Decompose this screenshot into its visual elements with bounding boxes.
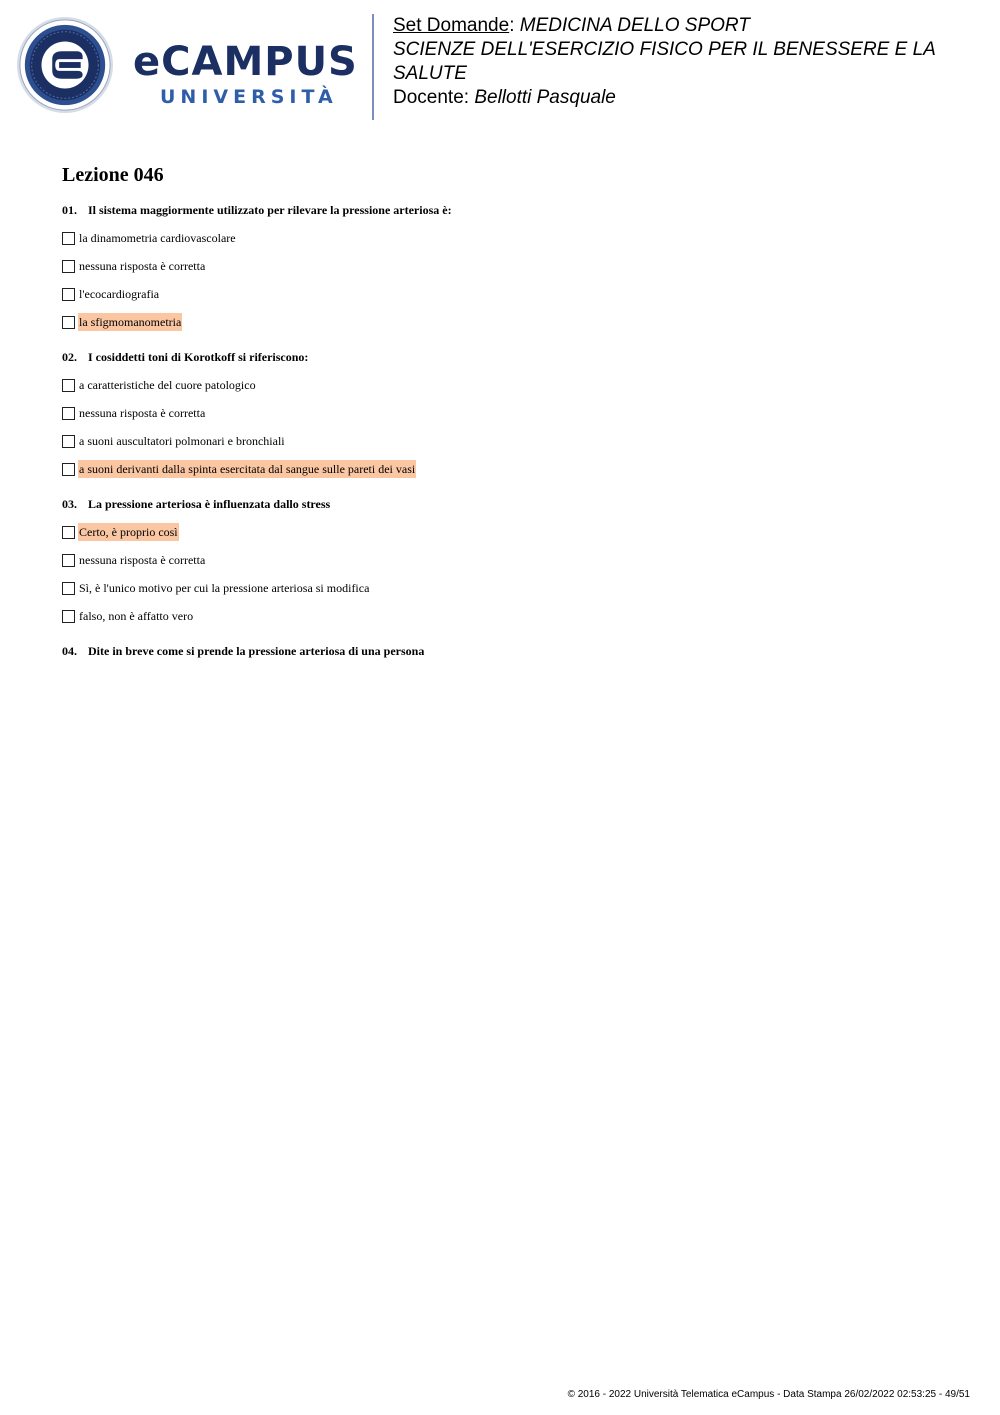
answer-checkbox[interactable] (62, 288, 75, 301)
question-text (62, 349, 962, 365)
question-02 (62, 349, 962, 478)
header-divider (372, 14, 374, 120)
question-03 (62, 496, 962, 625)
course-name: MEDICINA DELLO SPORT (519, 15, 750, 36)
answer-option[interactable] (62, 229, 962, 247)
answer-label: falso, non è affatto vero (79, 609, 194, 623)
question-prompt: Dite in breve come si prende la pressione arteriosa di una persona (88, 644, 425, 658)
answer-checkbox[interactable] (62, 582, 75, 595)
answer-label: nessuna risposta è corretta (79, 553, 206, 567)
answer-label: la dinamometria cardiovascolare (79, 231, 236, 245)
set-label: Set Domande (393, 15, 510, 36)
ecampus-wordmark (133, 38, 358, 113)
answer-label: a suoni auscultatori polmonari e bronchiali (79, 434, 285, 448)
header-info (393, 14, 973, 110)
answer-label: a caratteristiche del cuore patologico (79, 378, 256, 392)
answer-checkbox[interactable] (62, 435, 75, 448)
page-header (0, 0, 1000, 130)
brand-top-text: eCAMPUS (133, 39, 358, 85)
answer-checkbox[interactable] (62, 526, 75, 539)
answer-option[interactable] (62, 579, 962, 597)
degree-name: SCIENZE DELL'ESERCIZIO FISICO PER IL BENESSERE E LA SALUTE (393, 39, 936, 84)
answer-option[interactable] (62, 257, 962, 275)
answer-label: Sì, è l'unico motivo per cui la pressione arteriosa si modifica (79, 581, 370, 595)
docente-name: Bellotti Pasquale (474, 87, 616, 108)
answer-checkbox[interactable] (62, 463, 75, 476)
answer-label-highlighted: a suoni derivanti dalla spinta esercitata dal sangue sulle pareti dei vasi (79, 462, 416, 476)
set-row (393, 14, 973, 38)
question-prompt: Il sistema maggiormente utilizzato per rilevare la pressione arteriosa è: (88, 203, 452, 217)
answer-option-correct[interactable] (62, 523, 962, 541)
answer-label-highlighted: Certo, è proprio così (79, 525, 178, 539)
question-number: 03. (62, 497, 77, 511)
question-prompt: I cosiddetti toni di Korotkoff si riferiscono: (88, 350, 309, 364)
answer-option[interactable] (62, 551, 962, 569)
question-04 (62, 643, 962, 659)
answer-option[interactable] (62, 285, 962, 303)
answer-checkbox[interactable] (62, 379, 75, 392)
answer-label: nessuna risposta è corretta (79, 406, 206, 420)
quiz-content (62, 162, 962, 677)
answer-checkbox[interactable] (62, 554, 75, 567)
answer-option[interactable] (62, 607, 962, 625)
question-number: 02. (62, 350, 77, 364)
docente-label: Docente: (393, 87, 470, 108)
answer-checkbox[interactable] (62, 260, 75, 273)
lesson-title: Lezione 046 (62, 164, 164, 186)
answer-checkbox[interactable] (62, 316, 75, 329)
question-number: 04. (62, 644, 77, 658)
answer-option[interactable] (62, 376, 962, 394)
answer-checkbox[interactable] (62, 232, 75, 245)
docente-row (393, 86, 973, 110)
answer-option[interactable] (62, 432, 962, 450)
set-separator: : (509, 15, 515, 36)
question-number: 01. (62, 203, 77, 217)
answer-option[interactable] (62, 404, 962, 422)
answer-checkbox[interactable] (62, 407, 75, 420)
answer-label: nessuna risposta è corretta (79, 259, 206, 273)
question-text (62, 496, 962, 512)
question-prompt: La pressione arteriosa è influenzata dallo stress (88, 497, 331, 511)
ecampus-seal-logo (16, 16, 114, 114)
brand-bottom-text: UNIVERSITÀ (160, 86, 338, 108)
answer-option-correct[interactable] (62, 313, 962, 331)
answer-option-correct[interactable] (62, 460, 962, 478)
answer-label: l'ecocardiografia (79, 287, 160, 301)
answer-checkbox[interactable] (62, 610, 75, 623)
page-footer: © 2016 - 2022 Università Telematica eCampus - Data Stampa 26/02/2022 02:53:25 - 49/51 (567, 1389, 970, 1400)
answer-label-highlighted: la sfigmomanometria (79, 315, 182, 329)
question-01 (62, 202, 962, 331)
question-text (62, 202, 962, 218)
question-text (62, 643, 962, 659)
